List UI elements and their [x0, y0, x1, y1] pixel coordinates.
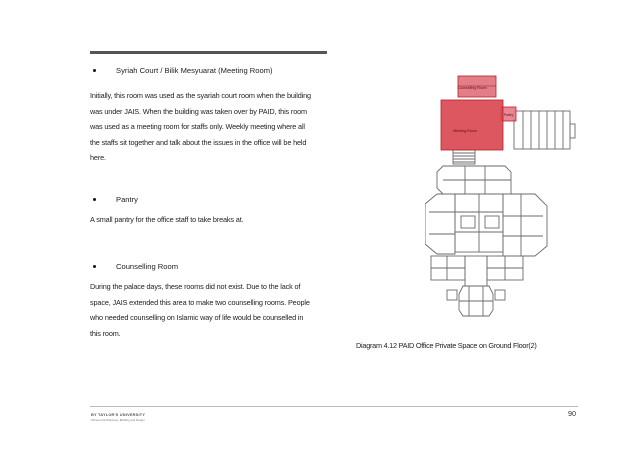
page-number: 90: [568, 409, 576, 418]
pantry-label: Pantry: [503, 113, 514, 117]
section-heading-meeting-room: [93, 66, 273, 75]
top-divider: [90, 51, 327, 54]
west-wing-outline: [425, 194, 455, 254]
heading-text: Pantry: [116, 195, 138, 204]
east-annex-outline: [514, 111, 570, 149]
east-wing-outline: [503, 194, 547, 256]
paragraph-line: here.: [90, 153, 106, 163]
paragraph-counselling: [90, 279, 330, 341]
highlighted-rooms: [441, 76, 516, 150]
section-heading-counselling: [93, 262, 178, 271]
paragraph-line: was used as a meeting room for staffs only. Weekly meeting where all: [90, 122, 305, 132]
footer-divider: [90, 406, 578, 407]
floor-plan-diagram: [425, 66, 581, 324]
paragraph-pantry: [90, 212, 330, 228]
paragraph-line: the staffs sit together and talk about the issues in the office will be held: [90, 137, 307, 147]
paragraph-line: was under JAIS. When the building was taken over by PAID, this room: [90, 106, 307, 116]
paragraph-line: this room.: [90, 328, 121, 338]
heading-text: Syriah Court / Bilik Mesyuarat (Meeting Room): [116, 66, 273, 75]
bullet-icon: [93, 69, 96, 72]
paragraph-line: During the palace days, these rooms did not exist. Due to the lack of: [90, 282, 301, 291]
diagram-caption: Diagram 4.12 PAID Office Private Space on Ground Floor(2): [356, 341, 537, 350]
heading-text: Counselling Room: [116, 262, 179, 271]
paragraph-line: who needed counselling on Islamic way of life would be counselled in: [90, 313, 304, 323]
section-heading-pantry: [93, 195, 138, 204]
meeting-room-highlight: [441, 100, 503, 150]
bullet-icon: [93, 265, 96, 268]
meeting-room-label: Meeting Room: [453, 129, 477, 133]
paragraph-meeting-room: [90, 88, 330, 166]
logo-line2: School of Architecture, Building and Design: [91, 418, 145, 422]
paragraph-line: A small pantry for the office staff to take breaks at.: [90, 215, 244, 224]
bullet-icon: [93, 198, 96, 201]
paragraph-line: space, JAIS extended this area to make two counselling rooms. People: [90, 297, 310, 307]
logo-line1: BY TAYLOR'S UNIVERSITY: [91, 412, 146, 417]
paragraph-line: Initially, this room was used as the syariah court room when the building: [90, 91, 311, 100]
university-logo: [91, 412, 145, 422]
counselling-room-label: Counselling Room: [457, 86, 487, 90]
